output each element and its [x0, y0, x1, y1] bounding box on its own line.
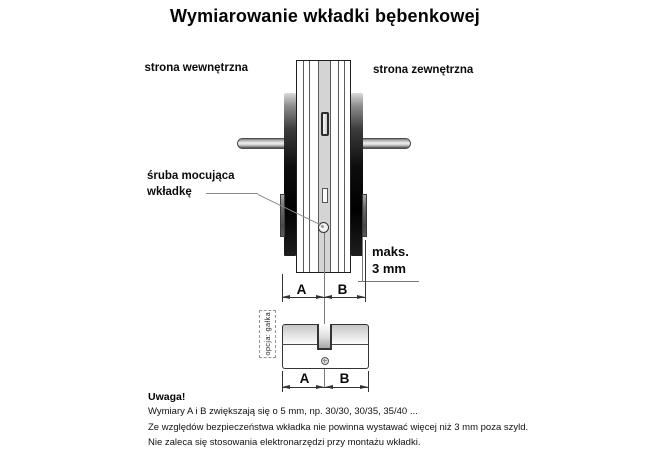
- door-handle-inner: [237, 138, 285, 149]
- max-leader-line: [358, 281, 419, 282]
- escutcheon-inner: [284, 93, 296, 256]
- dim-arrow-icon: [316, 295, 324, 299]
- note-line: Ze względów bezpieczeństwa wkładka nie powinna wystawać więcej niż 3 mm poza szyld.: [148, 421, 529, 433]
- door-layer-line: [338, 61, 339, 272]
- screw-leader-line: [206, 193, 258, 194]
- lock-slot: [322, 188, 328, 203]
- page-title: Wymiarowanie wkładki bębenkowej: [170, 6, 480, 26]
- door-layer-line: [309, 61, 310, 272]
- door-layer-line: [344, 61, 345, 272]
- door-handle-outer: [362, 138, 411, 149]
- cylinder-protrusion-outer: [362, 194, 368, 237]
- label-knob-option: opcja: gałka: [263, 312, 272, 356]
- label-outer-side: strona zewnętrzna: [373, 64, 474, 76]
- label-inner-side: strona wewnętrzna: [144, 62, 248, 74]
- dim-label-b-upper: B: [337, 282, 348, 297]
- max-leader-line: [362, 237, 363, 281]
- label-mounting-screw: śruba mocująca wkładkę: [147, 170, 235, 198]
- extension-line: [365, 240, 366, 302]
- cylinder-cam-notch: [317, 324, 333, 350]
- dim-arrow-icon: [282, 385, 290, 389]
- label-max-protrusion: maks. 3 mm: [372, 244, 409, 276]
- dim-label-b-lower: B: [339, 371, 350, 386]
- dim-label-a-lower: A: [299, 371, 310, 386]
- cylinder-channel: [318, 61, 331, 272]
- cylinder-body-line: [282, 344, 317, 345]
- cylinder-protrusion-inner: [280, 194, 286, 237]
- dim-label-a-upper: A: [296, 282, 307, 297]
- knob-option-box: [259, 310, 276, 358]
- note-line: Wymiary A i B zwiększają się o 5 mm, np. 30/30, 30/35, 35/40 ...: [148, 406, 418, 417]
- keyway-slot: [321, 112, 329, 136]
- note-line: Nie zaleca się stosowania elektronarzędzi przy montażu wkładki.: [148, 436, 421, 448]
- extension-line: [368, 371, 369, 392]
- fixing-screw-hole: [321, 357, 330, 366]
- dim-arrow-icon: [360, 385, 368, 389]
- note-heading: Uwaga!: [148, 391, 186, 403]
- dim-arrow-icon: [357, 295, 365, 299]
- cylinder-body-line: [332, 344, 368, 345]
- door-layer-line: [303, 61, 304, 272]
